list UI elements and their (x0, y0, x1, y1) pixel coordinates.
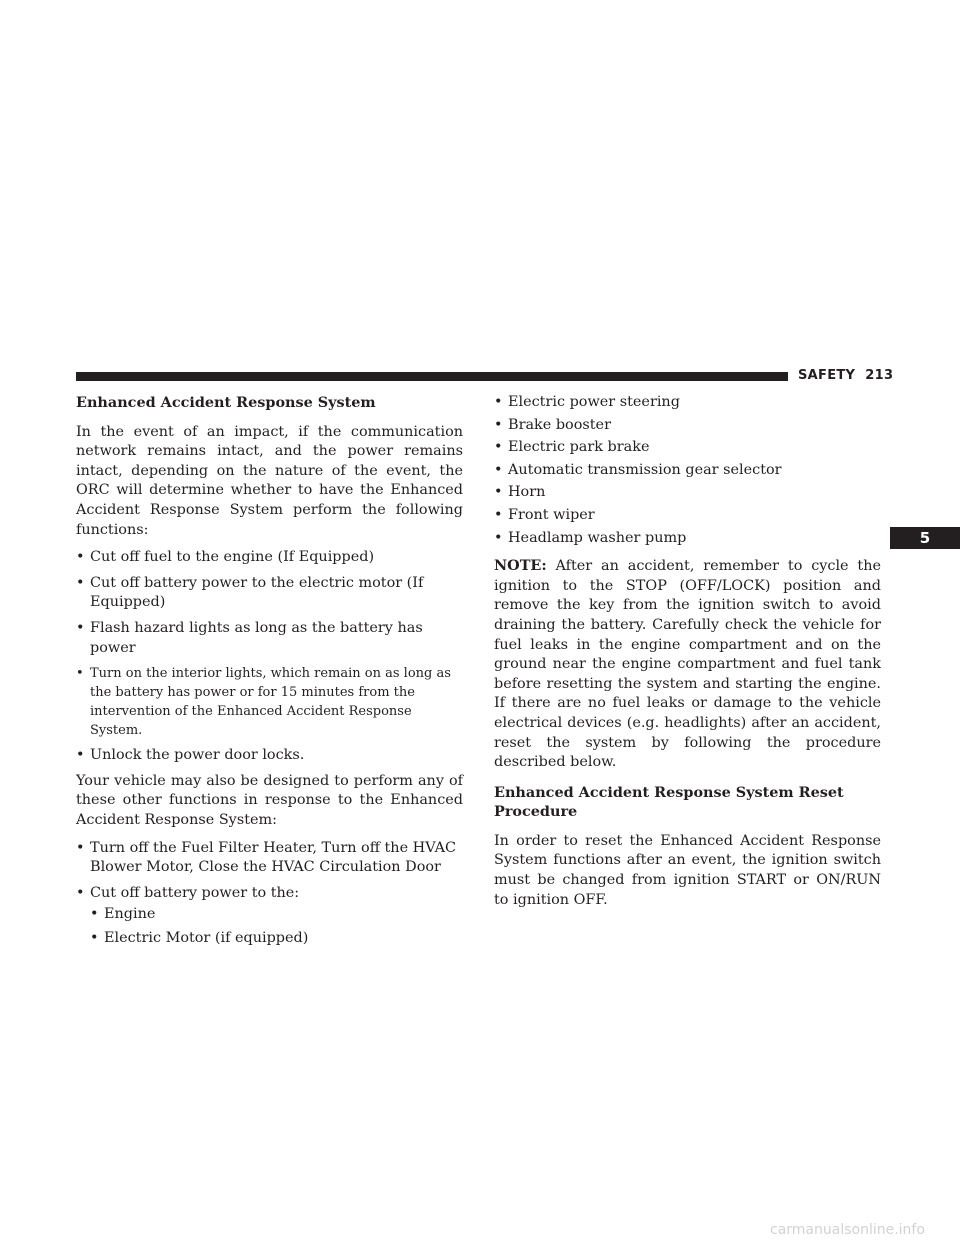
other-functions-list (76, 839, 463, 949)
sub-list-item: • Headlamp washer pump (494, 529, 881, 549)
list-item: • Unlock the power door locks. (76, 746, 463, 766)
reset-heading (494, 783, 881, 822)
watermark: carmanualsonline.info (770, 1222, 925, 1238)
reset-heading-line1: Enhanced Accident Response System Reset (494, 783, 844, 801)
list-item-text: Cut off battery power to the: (90, 884, 300, 901)
sub-list-item: • Electric Motor (if equipped) (90, 929, 463, 949)
reset-heading-line2: Procedure (494, 803, 578, 821)
power-items-list (90, 905, 463, 948)
sub-list-item: • Automatic transmission gear selector (494, 461, 881, 481)
note-label: NOTE: (494, 557, 547, 575)
section-heading: Enhanced Accident Response System (76, 394, 376, 411)
left-column (76, 393, 463, 954)
page-number: 213 (865, 368, 894, 383)
sub-list-item: • Horn (494, 483, 881, 503)
reset-paragraph: In order to reset the Enhanced Accident Response System functions after an event, the ignition switch must be changed from ignition START or ON/RUN to ignition OFF. (494, 832, 881, 908)
list-item: • Cut off fuel to the engine (If Equipped) (76, 548, 463, 568)
sub-list-item: • Front wiper (494, 506, 881, 526)
note-paragraph (494, 556, 881, 773)
list-item: • Turn off the Fuel Filter Heater, Turn off the HVAC Blower Motor, Close the HVAC Circulation Door (76, 839, 463, 878)
intro-paragraph: In the event of an impact, if the communication network remains intact, and the power remains intact, depending on the nature of the event, the ORC will determine whether to have the Enhanced Accident Response System perform the following functions: (76, 423, 463, 538)
right-column (494, 393, 881, 918)
list-item: • Cut off battery power to the electric motor (If Equipped) (76, 574, 463, 613)
sub-list-item: • Brake booster (494, 416, 881, 436)
section-title: SAFETY (798, 368, 856, 383)
list-item (76, 884, 463, 949)
header-rule (76, 372, 788, 381)
sub-list-item: • Electric power steering (494, 393, 881, 413)
functions-list (76, 548, 463, 766)
running-header (798, 368, 893, 383)
power-items-continued-list (494, 393, 881, 548)
other-functions-paragraph: Your vehicle may also be designed to perform any of these other functions in response to the Enhanced Accident Response System: (76, 772, 463, 828)
list-item: • Flash hazard lights as long as the battery has power (76, 619, 463, 658)
chapter-tab: 5 (890, 527, 960, 549)
note-text: After an accident, remember to cycle the ignition to the STOP (OFF/LOCK) position and remove the key from the ignition switch to avoid draining the battery. Carefully check the vehicle for fuel leaks in the engine compartment and on the ground near the engine compartment and fuel tank before resetting the system and starting the engine. If there are no fuel leaks or damage to the vehicle electrical devices (e.g. headlights) after an accident, reset the system by following the procedure described below. (494, 558, 881, 771)
sub-list-item: • Electric park brake (494, 438, 881, 458)
list-item: • Turn on the interior lights, which remain on as long as the battery has power or for 15 minutes from the intervention of the Enhanced Accident Response System. (76, 664, 463, 740)
sub-list-item: • Engine (90, 905, 463, 925)
